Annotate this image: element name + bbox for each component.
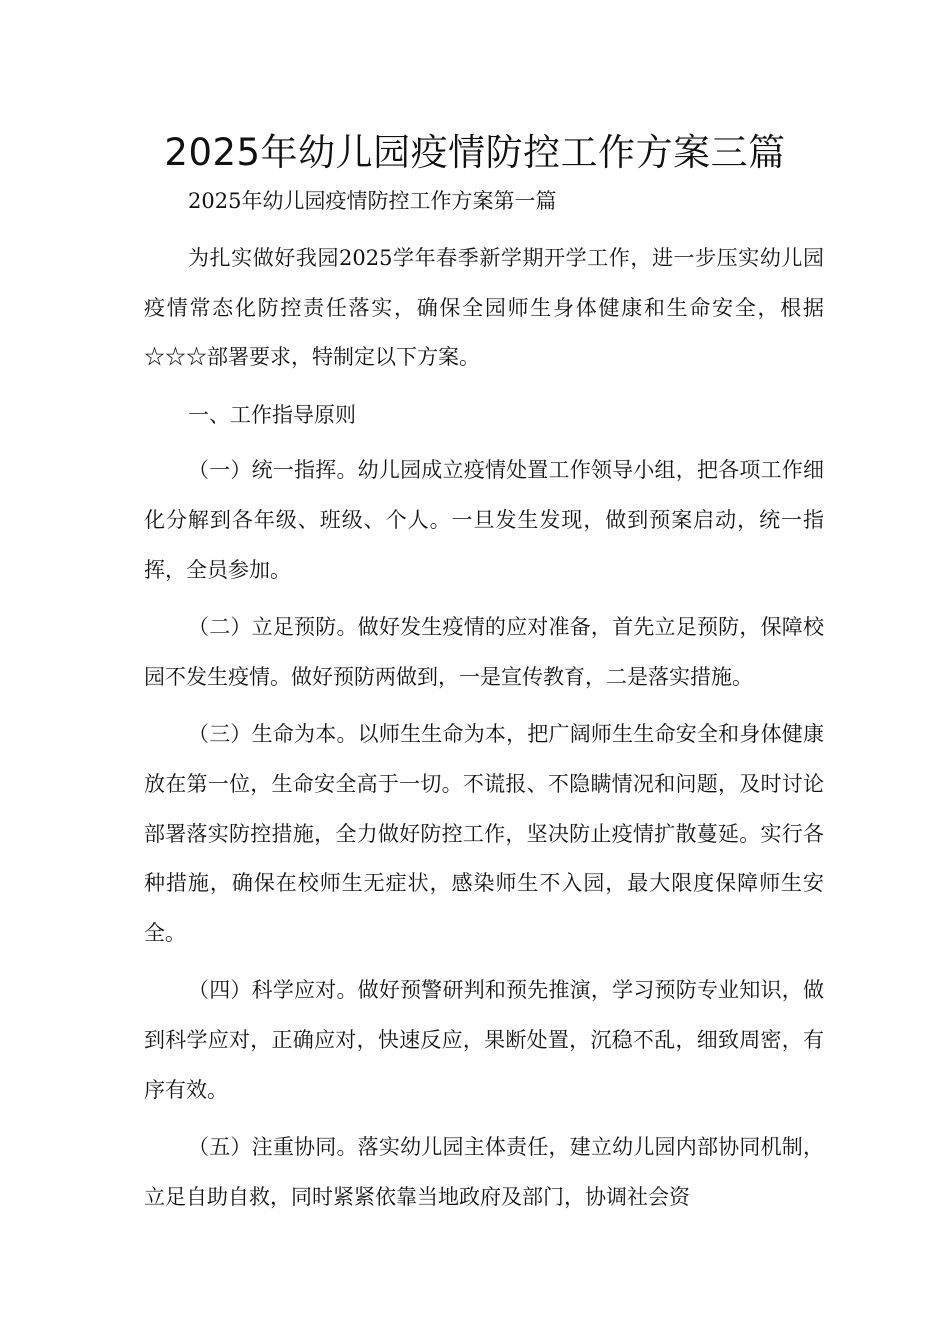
principle-paragraph-2: （二）立足预防。做好发生疫情的应对准备，首先立足预防，保障校园不发生疫情。做好预防两做到，一是宣传教育，二是落实措施。 bbox=[144, 615, 824, 689]
intro-paragraph: 为扎实做好我园2025学年春季新学期开学工作，进一步压实幼儿园疫情常态化防控责任落实，确保全园师生身体健康和生命安全，根据☆☆☆部署要求，特制定以下方案。 bbox=[144, 246, 824, 370]
principle-paragraph-5: （五）注重协同。落实幼儿园主体责任，建立幼儿园内部协同机制，立足自助自救，同时紧紧依靠当地政府及部门，协调社会资 bbox=[144, 1135, 824, 1209]
section-heading-principles: 一、工作指导原则 bbox=[188, 402, 356, 427]
document-body bbox=[144, 234, 824, 1230]
principle-paragraph-3: （三）生命为本。以师生生命为本，把广阔师生生命安全和身体健康放在第一位，生命安全高于一切。不谎报、不隐瞒情况和问题，及时讨论部署落实防控措施，全力做好防控工作，坚决防止疫情扩散蔓延。实行各种措施，确保在校师生无症状，感染师生不入园，最大限度保障师生安全。 bbox=[144, 722, 824, 945]
document-title: 2025年幼儿园疫情防控工作方案三篇 bbox=[164, 131, 786, 174]
principle-paragraph-1: （一）统一指挥。幼儿园成立疫情处置工作领导小组，把各项工作细化分解到各年级、班级、个人。一旦发生发现，做到预案启动，统一指挥，全员参加。 bbox=[144, 458, 824, 582]
document-subtitle: 2025年幼儿园疫情防控工作方案第一篇 bbox=[188, 189, 557, 213]
principle-paragraph-4: （四）科学应对。做好预警研判和预先推演，学习预防专业知识，做到科学应对，正确应对，快速反应，果断处置，沉稳不乱，细致周密，有序有效。 bbox=[144, 978, 824, 1102]
